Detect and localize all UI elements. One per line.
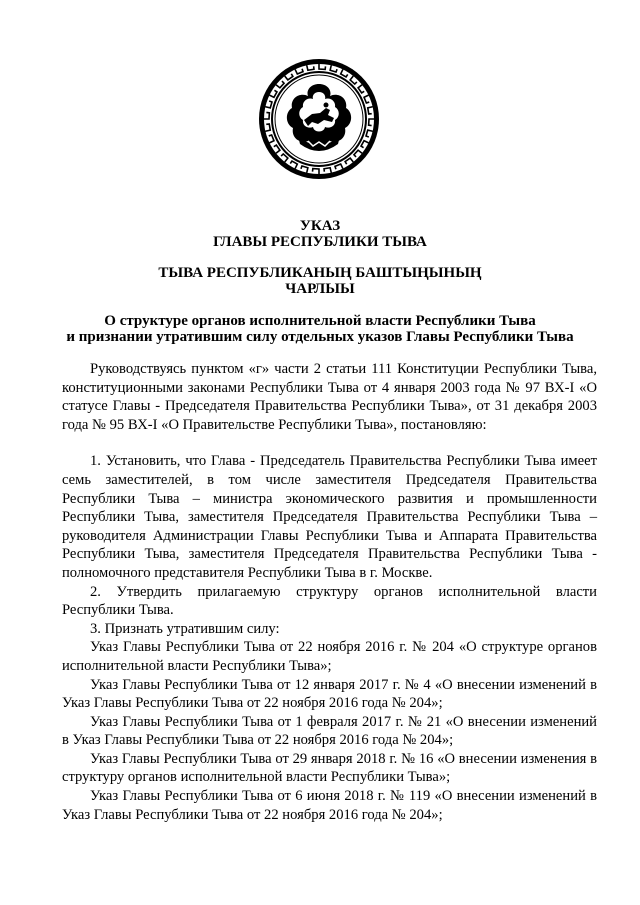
repealed-decree-5: Указ Главы Республики Тыва от 6 июня 2018 г. № 119 «О внесении изменений в Указ Главы Республики Тыва от 22 ноября 2016 года № 204»;	[62, 788, 597, 823]
preamble-paragraph: Руководствуясь пунктом «г» части 2 статьи 111 Конституции Республики Тыва, конституционными законами Республики Тыва от 4 января 2003 года № 97 ВХ-I «О статусе Главы - Председателя Правительства Республики Тыва», от 31 декабря 2003 года № 95 ВХ-I «О Правительстве Республики Тыва», постановляю:	[62, 361, 597, 433]
clause-1: 1. Установить, что Глава - Председатель Правительства Республики Тыва имеет семь заместителей, в том числе заместителя Председателя Правительства Республики Тыва – министра экономического развития и промышленности Республики Тыва, заместителя Председателя Правительства Республики Тыва – руководителя Администрации Главы Республики Тыва и Аппарата Правительства Республики Тыва, заместителя Председателя Правительства Республики Тыва - полномочного представителя Республики Тыва в г. Москве.	[62, 453, 597, 581]
decree-title: УКАЗ	[299, 218, 341, 234]
repealed-decree-1: Указ Главы Республики Тыва от 22 ноября 2016 г. № 204 «О структуре органов исполнительной власти Республики Тыва»;	[62, 639, 597, 674]
repealed-decree-2: Указ Главы Республики Тыва от 12 января 2017 г. № 4 «О внесении изменений в Указ Главы Республики Тыва от 22 ноября 2016 года № 204»;	[62, 676, 597, 712]
repealed-decree-4: Указ Главы Республики Тыва от 29 января 2018 г. № 16 «О внесении изменения в структуру органов исполнительной власти Республики Тыва»;	[62, 750, 597, 786]
decree-title-tuvan: ТЫВА РЕСПУБЛИКАНЫҢ БАШТЫҢЫНЫҢ	[158, 265, 482, 281]
repealed-decree-3: Указ Главы Республики Тыва от 1 февраля 2017 г. № 21 «О внесении изменений в Указ Главы Республики Тыва от 22 ноября 2016 года № 204»;	[62, 713, 597, 749]
clause-3: 3. Признать утратившим силу:	[90, 620, 280, 637]
decree-title-tuvan-2: ЧАРЛЫЫ	[285, 281, 355, 297]
decree-body	[62, 360, 597, 824]
decree-subject-2: и признании утратившим силу отдельных указов Главы Республики Тыва	[66, 329, 574, 345]
clause-2: 2. Утвердить прилагаемую структуру органов исполнительной власти Республики Тыва.	[62, 583, 597, 619]
decree-subject: О структуре органов исполнительной власти Республики Тыва	[104, 313, 536, 329]
coat-of-arms-icon	[258, 58, 380, 180]
decree-issuer: ГЛАВЫ РЕСПУБЛИКИ ТЫВА	[213, 234, 427, 250]
